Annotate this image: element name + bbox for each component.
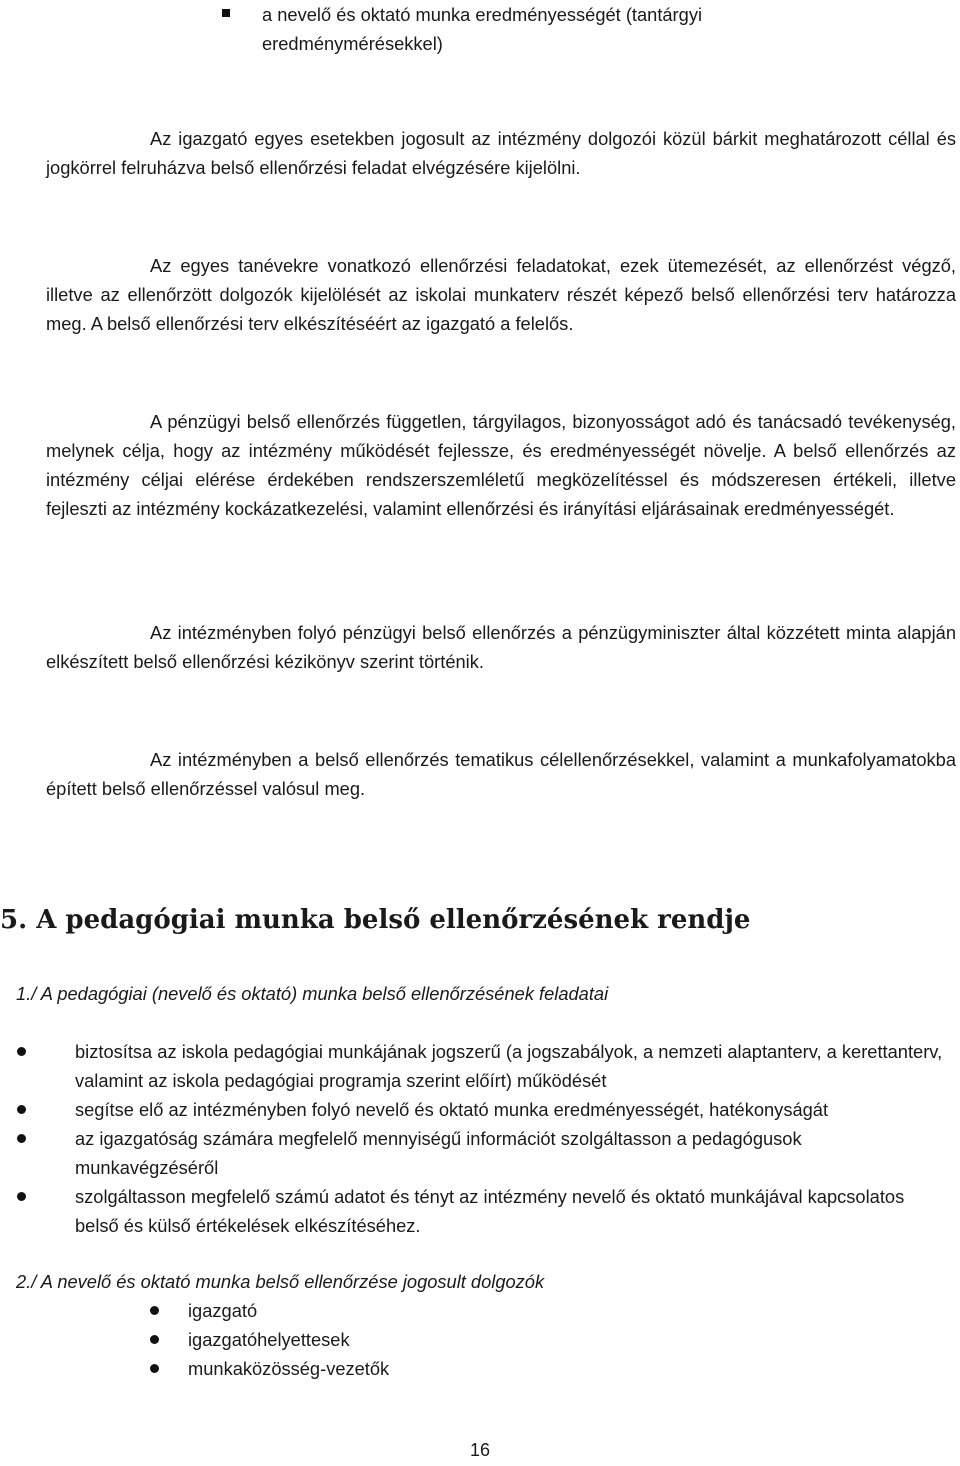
bullet-icon [150,1306,159,1315]
bullet-icon [150,1364,159,1373]
bullet-icon [17,1047,26,1056]
list-item: szolgáltasson megfelelő számú adatot és tényt az intézmény nevelő és oktató munkájával kapcsolatos belső és külső értékelések elkészítéséhez. [0,1182,960,1240]
list-item: munkaközösség-vezetők [0,1354,960,1383]
list-item: igazgatóhelyettesek [0,1325,960,1354]
paragraph: Az egyes tanévekre vonatkozó ellenőrzési feladatokat, ezek ütemezését, az ellenőrzést végző, illetve az ellenőrzött dolgozók kijelölését az iskolai munkaterv részét képező belső ellenőrzési terv határozza meg. A belső ellenőrzési terv elkészítéséért az igazgató a felelős. [46,255,956,334]
section-heading: 5. A pedagógiai munka belső ellenőrzésének rendje [0,905,751,935]
paragraph: A pénzügyi belső ellenőrzés független, tárgyilagos, bizonyosságot adó és tanácsadó tevékenység, melynek célja, hogy az intézmény működését fejlessze, és eredményességét növelje. A belső ellenőrzés az intézmény céljai elérése érdekében rendszerszemléletű megközelítéssel és módszeresen értékeli, illetve fejleszti az intézmény kockázatkezelési, valamint ellenőrzési és irányítási eljárásainak eredményességét. [46,411,956,519]
list-item: igazgató [0,1296,960,1325]
subsection-heading: 2./ A nevelő és oktató munka belső ellenőrzése jogosult dolgozók [16,1271,545,1292]
bullet-item [228,0,788,58]
bullet-text: a nevelő és oktató munka eredményességét (tantárgyi eredménymérésekkel) [262,4,703,54]
task-list [0,1037,960,1240]
paragraph: Az intézményben folyó pénzügyi belső ellenőrzés a pénzügyminiszter által közzétett minta alapján elkészített belső ellenőrzési kézikönyv szerint történik. [46,622,956,672]
bullet-icon [17,1192,26,1201]
page-number: 16 [469,1440,491,1460]
list-item: az igazgatóság számára megfelelő mennyiségű információt szolgáltasson a pedagógusok munkavégzéséről [0,1124,960,1182]
list-item: segítse elő az intézményben folyó nevelő és oktató munka eredményességét, hatékonyságát [0,1095,960,1124]
bullet-icon [17,1134,26,1143]
bullet-icon [17,1105,26,1114]
paragraph: Az intézményben a belső ellenőrzés tematikus célellenőrzésekkel, valamint a munkafolyamatokba épített belső ellenőrzéssel valósul meg. [46,749,956,799]
list-item: biztosítsa az iskola pedagógiai munkájának jogszerű (a jogszabályok, a nemzeti alaptanterv, a kerettanterv, valamint az iskola pedagógiai programja szerint előírt) működését [0,1037,960,1095]
bullet-icon [150,1335,159,1344]
subsection-heading: 1./ A pedagógiai (nevelő és oktató) munka belső ellenőrzésének feladatai [16,983,609,1004]
staff-list [0,1296,960,1383]
square-bullet-icon [222,9,230,17]
paragraph: Az igazgató egyes esetekben jogosult az intézmény dolgozói közül bárkit meghatározott céllal és jogkörrel felruházva belső ellenőrzési feladat elvégzésére kijelölni. [46,128,956,178]
